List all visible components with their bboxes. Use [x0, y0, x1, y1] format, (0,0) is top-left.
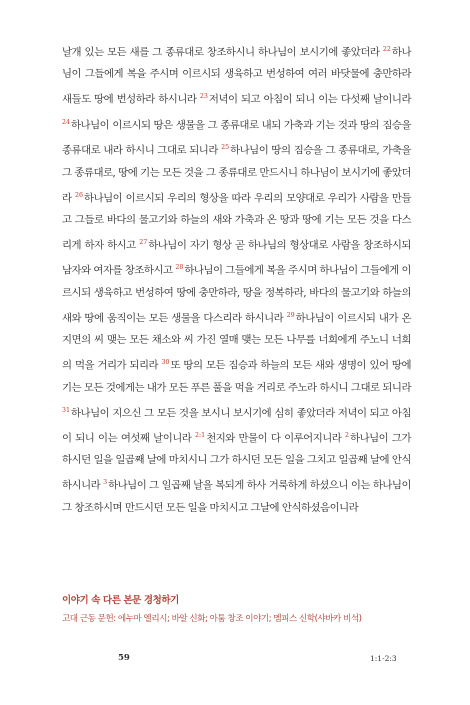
section-content: 고대 근동 문헌: 에누마 엘리시; 바알 신화; 아툼 창조 이야기; 멤피스 신학(샤바카 비석)	[62, 614, 362, 624]
passage-text: 하나님이 그들에게 복을 주시며 이르시되 생육하고 번성하여 여러 바닷물에 충만하라 새들도 땅에 번성하라 하시니라	[62, 46, 411, 106]
verse-number: 25	[221, 144, 230, 152]
passage-text: 저녁이 되고 아침이 되니 이는 다섯째 날이니라	[208, 93, 411, 106]
verse-number: 28	[175, 264, 184, 272]
scripture-passage	[62, 39, 411, 520]
verse-number: 22	[382, 46, 391, 53]
passage-text: 하나님이 이르시되 내가 온 지면의 씨 맺는 모든 채소와 씨 가진 열매 맺는 모든 나무를 너희에게 주노니 너희의 먹을 거리가 되리라	[62, 312, 411, 372]
verse-number: 29	[286, 311, 295, 319]
verse-number: 26	[75, 191, 84, 199]
passage-text: 하나님이 그가 하시던 일을 일곱째 날에 마치시니 그가 하시던 모든 일을 그치고 일곱째 날에 안식하시니라	[62, 432, 412, 492]
passage-text: 날개 있는 모든 새를 그 종류대로 창조하시니 하나님이 보시기에 좋았더라	[62, 46, 383, 59]
passage-text: 하나님이 이르시되 우리의 형상을 따라 우리의 모양대로 우리가 사람을 만들고 그들로 바다의 물고기와 하늘의 새와 가축과 온 땅과 땅에 기는 모든 것을 다스리게 하자 하시고	[62, 192, 411, 252]
verse-number: 31	[62, 406, 71, 414]
verse-number: 2	[345, 431, 350, 439]
passage-text: 하나님이 이르시되 땅은 생물을 그 종류대로 내되 가축과 기는 것과 땅의 짐승을 종류대로 내라 하시니 그대로 되니라	[62, 119, 411, 157]
passage-text: 하나님이 지으신 그 모든 것을 보시니 보시기에 심히 좋았더라 저녁이 되고 아침이 되니 이는 여섯째 날이니라	[62, 406, 411, 445]
verse-number: 24	[62, 118, 71, 126]
passage-text: 하나님이 땅의 짐승을 그 종류대로, 가축을 그 종류대로, 땅에 기는 모든 것을 그 종류대로 만드시니 하나님이 보시기에 좋았더라	[62, 144, 412, 205]
passage-text: 하나님이 그들에게 복을 주시며 하나님이 그들에게 이르시되 생육하고 번성하여 땅에 충만하라, 땅을 정복하라, 바다의 물고기와 하늘의 새와 땅에 움직이는 모든 생물을 다스리라 하시니라	[62, 264, 411, 325]
passage-text: 또 땅의 모든 짐승과 하늘의 모든 새와 생명이 있어 땅에 기는 모든 것에게는 내가 모든 푸른 풀을 먹을 거리로 주노라 하시니 그대로 되니라	[62, 359, 412, 394]
section-heading: 이야기 속 다른 본문 경청하기	[62, 595, 179, 606]
verse-number: 3	[103, 479, 108, 487]
page-number: 59	[118, 653, 130, 663]
passage-text: 하나님이 자기 형상 곧 하나님의 형상대로 사람을 창조하시되 남자와 여자를 창조하시고	[62, 239, 411, 277]
verse-number: 27	[139, 238, 148, 246]
passage-text: 하나님이 그 일곱째 날을 복되게 하사 거룩하게 하셨으니 이는 하나님이 그 창조하시며 만드시던 모든 일을 마치시고 그날에 안식하셨음이니라	[62, 479, 411, 514]
passage-text: 천지와 만물이 다 이루어지니라	[206, 432, 346, 445]
verse-number: 30	[161, 359, 170, 367]
chapter-reference: 1:1-2:3	[370, 654, 397, 663]
verse-number: 23	[199, 93, 208, 101]
verse-number: 2:1	[195, 431, 206, 439]
